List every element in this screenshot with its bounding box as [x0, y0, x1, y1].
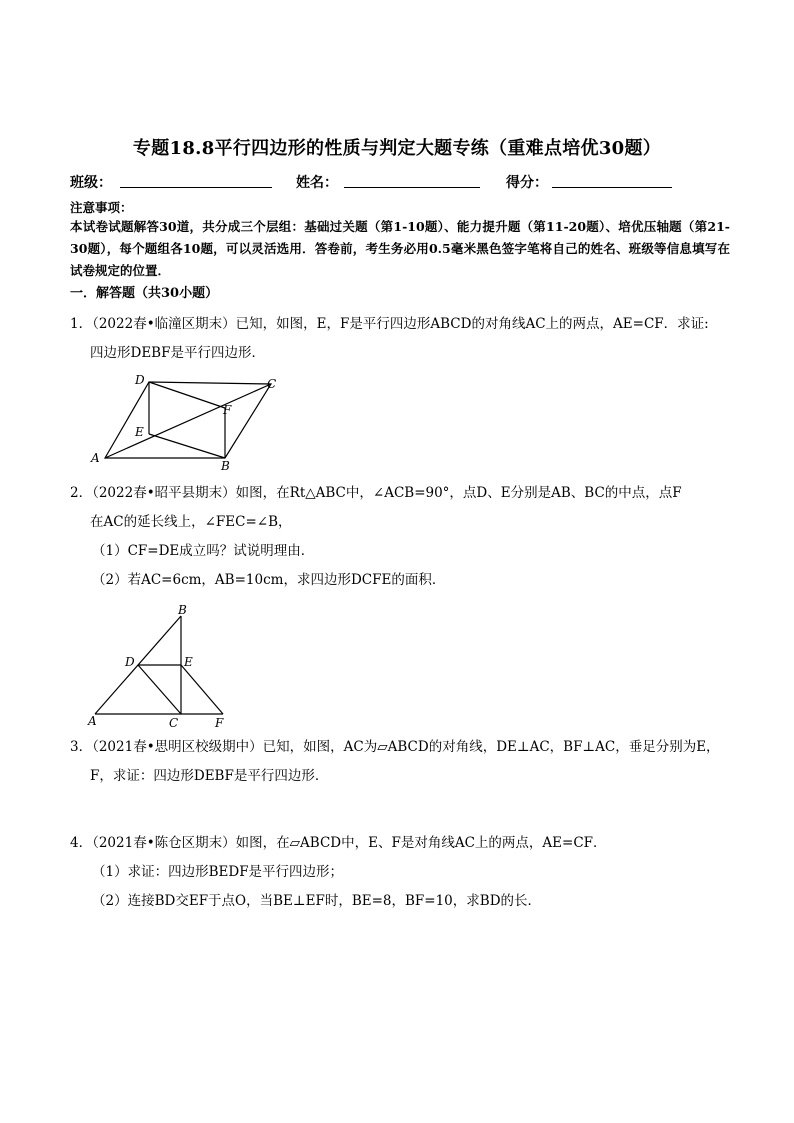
- segment-dc: [138, 665, 181, 714]
- question-2-sub1: （1）CF=DE成立吗？试说明理由．: [92, 543, 315, 559]
- label-f: F: [215, 716, 224, 730]
- figure-right-triangle-abc: [85, 604, 245, 732]
- section-title: 一．解答题（共30小题）: [70, 286, 219, 301]
- figure-parallelogram-abcd: [85, 372, 295, 472]
- page-title: 专题18.8平行四边形的性质与判定大题专练（重难点培优30题）: [132, 138, 662, 159]
- label-a: A: [88, 714, 97, 728]
- question-2-line2: 在AC的延长线上，∠FEC=∠B，: [90, 514, 292, 530]
- class-label: 班级：: [70, 175, 112, 191]
- question-2: [70, 479, 735, 595]
- question-1-line1: 1．（2022春•临潼区期末）已知，如图，E，F是平行四边形ABCD的对角线AC上的两点，AE=CF．求证:: [70, 316, 709, 332]
- notice-body: 本试卷试题解答30道，共分成三个层组：基础过关题（第1-10题）、能力提升题（第11-20题）、培优压轴题（第21-30题），每个题组各10题，可以灵活选用．答卷前，考生务必用0.5毫米黑色签字笔将自己的姓名、班级等信息填写在试卷规定的位置．: [70, 219, 730, 278]
- label-d: D: [125, 655, 135, 669]
- name-blank[interactable]: [344, 187, 480, 188]
- label-c: C: [267, 377, 277, 391]
- score-label: 得分：: [506, 175, 548, 191]
- class-blank[interactable]: [120, 187, 272, 188]
- question-3-line1: 3．（2021春•思明区校级期中）已知，如图，AC为▱ABCD的对角线，DE⊥AC，BF⊥AC，垂足分别为E，: [70, 739, 720, 755]
- label-b: B: [221, 459, 230, 472]
- question-4-sub2: （2）连接BD交EF于点O，当BE⊥EF时，BE=8，BF=10，求BD的长．: [92, 893, 542, 909]
- question-3: [70, 733, 735, 791]
- label-e: E: [135, 425, 144, 439]
- segment-eb: [149, 434, 225, 458]
- question-4: [70, 829, 735, 916]
- label-a: A: [91, 451, 100, 465]
- label-e: E: [184, 655, 193, 669]
- student-info-row: [70, 172, 730, 192]
- label-b: B: [178, 604, 187, 617]
- question-1-line2: 四边形DEBF是平行四边形．: [90, 345, 265, 361]
- label-f: F: [223, 403, 232, 417]
- score-blank[interactable]: [552, 187, 672, 188]
- label-d: D: [135, 373, 145, 387]
- question-4-sub1: （1）求证：四边形BEDF是平行四边形；: [92, 864, 344, 880]
- name-label: 姓名：: [296, 175, 338, 191]
- label-c: C: [169, 716, 179, 730]
- segment-ef: [181, 665, 223, 714]
- question-4-line1: 4．（2021春•陈仓区期末）如图，在▱ABCD中，E、F是对角线AC上的两点，AE=CF．: [70, 835, 607, 851]
- question-3-line2: F，求证：四边形DEBF是平行四边形．: [90, 768, 329, 784]
- question-2-sub2: （2）若AC=6cm，AB=10cm，求四边形DCFE的面积．: [92, 572, 446, 588]
- segment-df: [149, 382, 225, 408]
- question-2-line1: 2．（2022春•昭平县期末）如图，在Rt△ABC中，∠ACB=90°，点D、E分别是AB、BC的中点，点F: [70, 485, 682, 501]
- question-1: [70, 310, 735, 368]
- notice-heading: 注意事项：: [70, 200, 133, 215]
